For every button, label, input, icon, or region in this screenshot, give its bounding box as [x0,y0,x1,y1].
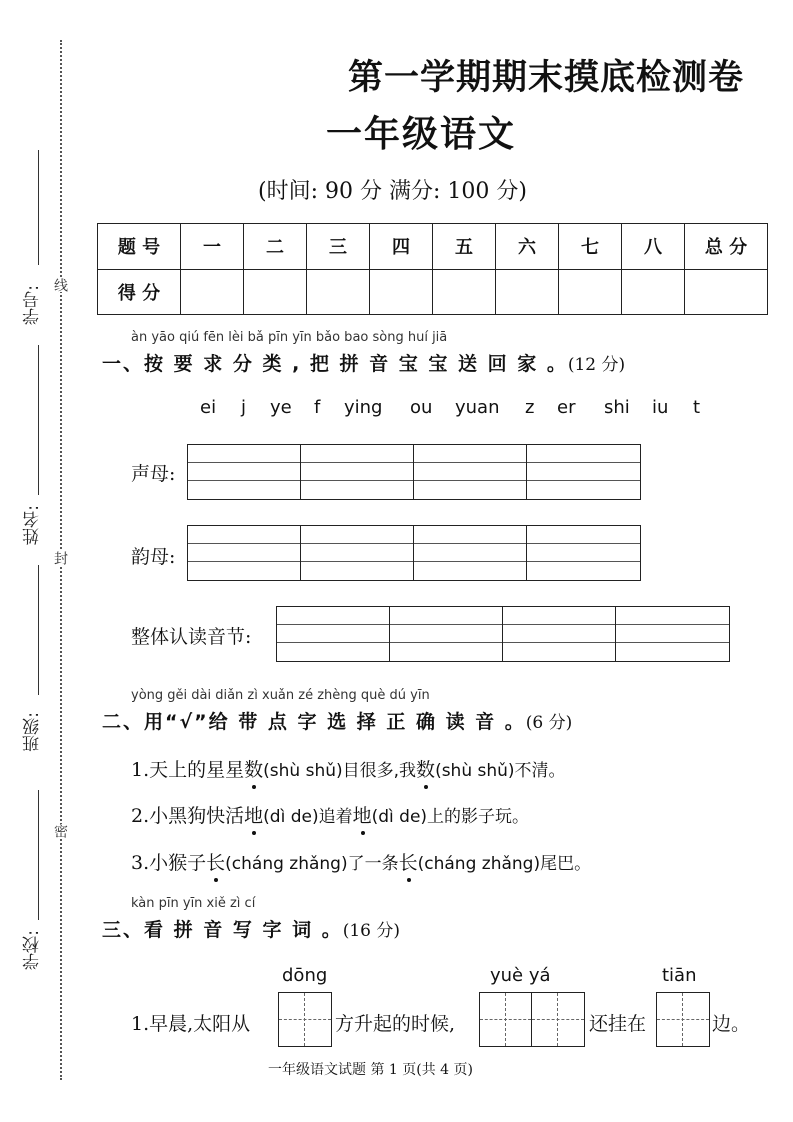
section3-title [102,915,400,942]
q-text: 1.天上的星星 [131,759,245,781]
tian-box[interactable] [279,993,331,1046]
emphasis-dot [252,831,256,835]
school-blank-top [38,790,39,920]
syllable: f [314,397,321,418]
tian-box[interactable] [532,993,584,1046]
tian-grid-yueya[interactable] [479,992,585,1047]
score-header-cell: 四 [370,224,433,270]
score-table-header-row [98,224,768,270]
score-header-cell: 总 分 [685,224,768,270]
finals-label: 韵母: [131,546,176,568]
pinyin-options[interactable]: (shù shǔ)不清。 [435,761,566,781]
writing-cell[interactable] [414,526,527,580]
whole-syllable-writing-grid[interactable] [276,606,730,662]
section1-pinyin: àn yāo qiú fēn lèi bǎ pīn yīn bǎo bao sòng huí jiā [131,330,448,345]
dotted-char-text: 地 [352,805,372,827]
q3-1-text-c: 还挂在 [589,1013,647,1035]
dotted-char [353,805,372,827]
syllable: ei [200,397,217,418]
exam-subject: 一年级语文 [326,114,517,155]
whole-syllable-label: 整体认读音节: [131,626,252,648]
writing-cell[interactable] [527,526,640,580]
page-footer: 一年级语文试题 第 1 页(共 4 页) [268,1062,473,1078]
score-header-cell: 一 [181,224,244,270]
tian-grid-dong[interactable] [278,992,332,1047]
word-pinyin-tian: tiān [662,965,697,986]
name-label: 姓名: [23,505,43,545]
exam-title: 第一学期期末摸底检测卷 [348,58,745,98]
word-pinyin-dong: dōng [282,965,328,986]
q3-1-text-b: 方升起的时候, [335,1013,456,1035]
q3-1-text-d: 边。 [712,1013,751,1035]
tian-box[interactable] [480,993,532,1046]
initials-writing-grid[interactable] [187,444,641,500]
score-blank-cell[interactable] [559,269,622,315]
writing-cell[interactable] [301,445,414,499]
syllable: er [557,397,576,418]
syllable: ying [344,397,383,418]
writing-cell[interactable] [390,607,503,661]
score-row-label: 得 分 [98,269,181,315]
score-blank-cell[interactable] [622,269,685,315]
score-header-cell: 五 [433,224,496,270]
score-header-cell: 二 [244,224,307,270]
question-2-2 [131,801,529,828]
section1-title [102,349,625,376]
student-no-label: 学号: [23,285,43,325]
dotted-char [206,852,225,874]
score-header-cell: 七 [559,224,622,270]
dotted-char [244,805,263,827]
tian-grid-tian[interactable] [656,992,710,1047]
score-table [97,223,768,315]
score-blank-cell[interactable] [496,269,559,315]
emphasis-dot [361,831,365,835]
score-blank-cell[interactable] [307,269,370,315]
emphasis-dot [424,785,428,789]
score-blank-cell[interactable] [244,269,307,315]
writing-cell[interactable] [301,526,414,580]
tian-box[interactable] [657,993,709,1046]
pinyin-options[interactable]: (cháng zhǎng)了一条 [225,854,399,874]
pinyin-options[interactable]: (dì de)追着 [263,807,353,827]
word-pinyin-yueya: yuè yá [490,965,551,986]
section1-title-text: 一、按 要 求 分 类 , 把 拼 音 宝 宝 送 回 家 。 [102,353,568,375]
emphasis-dot [407,878,411,882]
class-label: 班级: [23,712,43,752]
dotted-char [416,759,435,781]
syllable: shi [604,397,630,418]
score-header-cell: 八 [622,224,685,270]
student-no-blank [38,150,39,265]
section3-points: (16 分) [342,921,401,941]
initials-label: 声母: [131,463,176,485]
question-2-3 [131,848,591,875]
finals-writing-grid[interactable] [187,525,641,581]
syllable: iu [652,397,669,418]
school-label: 学校: [23,930,43,970]
emphasis-dot [214,878,218,882]
syllable: ou [410,397,433,418]
dotted-char-text: 地 [244,805,264,827]
score-blank-cell[interactable] [370,269,433,315]
q-text: 2.小黑狗快活 [131,805,245,827]
syllable: ye [270,397,292,418]
writing-cell[interactable] [188,445,301,499]
syllable: t [693,397,701,418]
margin-mark-mi: 密 [52,824,68,838]
dotted-char-text: 数 [416,759,436,781]
exam-info: (时间: 90 分 满分: 100 分) [258,179,527,204]
section3-pinyin: kàn pīn yīn xiě zì cí [131,896,256,911]
writing-cell[interactable] [616,607,729,661]
q-text: 3.小猴子 [131,852,207,874]
margin-mark-feng: 封 [52,551,68,565]
score-header-cell: 六 [496,224,559,270]
class-blank-top [38,565,39,695]
writing-cell[interactable] [188,526,301,580]
section2-points: (6 分) [525,713,573,733]
score-blank-cell[interactable] [181,269,244,315]
emphasis-dot [252,785,256,789]
score-blank-cell[interactable] [433,269,496,315]
score-table-score-row [98,269,768,315]
pinyin-options[interactable]: (cháng zhǎng)尾巴。 [417,854,592,874]
dotted-char-text: 数 [244,759,264,781]
dotted-char-text: 长 [398,852,418,874]
writing-cell[interactable] [527,445,640,499]
writing-cell[interactable] [414,445,527,499]
score-blank-cell[interactable] [685,269,768,315]
q3-1-text-a: 1.早晨,太阳从 [131,1013,251,1035]
dotted-char-text: 长 [206,852,226,874]
score-header-cell: 题 号 [98,224,181,270]
pinyin-options[interactable]: (shù shǔ)目很多,我 [263,761,417,781]
question-2-1 [131,755,566,782]
section2-pinyin: yòng gěi dài diǎn zì xuǎn zé zhèng què dú yīn [131,688,430,703]
section1-points: (12 分) [567,355,626,375]
syllable: yuan [455,397,500,418]
name-blank-top [38,345,39,495]
section2-title-text: 二、用“√”给 带 点 字 选 择 正 确 读 音 。 [102,711,526,733]
writing-cell[interactable] [277,607,390,661]
syllable: z [525,397,535,418]
section3-title-text: 三、看 拼 音 写 字 词 。 [102,919,343,941]
margin-mark-xian: 线 [52,278,68,292]
writing-cell[interactable] [503,607,616,661]
score-header-cell: 三 [307,224,370,270]
section2-title [102,707,572,734]
dotted-char [399,852,418,874]
pinyin-options[interactable]: (dì de)上的影子玩。 [371,807,530,827]
dotted-char [244,759,263,781]
syllable: j [241,397,247,418]
